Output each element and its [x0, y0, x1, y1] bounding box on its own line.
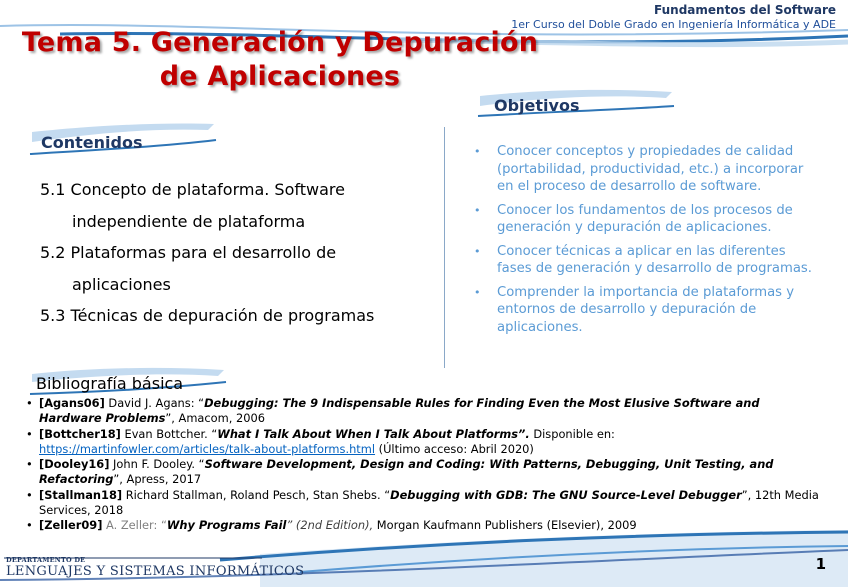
bib-authors: David J. Agans: “ [104, 396, 205, 410]
bib-rest: ”, Amacom, 2006 [165, 411, 265, 426]
department-label: DEPARTAMENTO DE [6, 556, 86, 564]
department-name: LENGUAJES Y SISTEMAS INFORMÁTICOS [6, 564, 305, 579]
contents-list [40, 174, 440, 332]
bib-title: Why Programs Fail [166, 518, 287, 533]
column-divider [444, 127, 445, 368]
bib-rest: Disponible en: [529, 426, 615, 441]
bib-authors: Evan Bottcher. “ [120, 426, 218, 441]
bib-authors: John F. Dooley. “ [109, 457, 205, 472]
slide-title [0, 26, 560, 94]
contents-item-5-2: 5.2 Plataformas para el desarrollo de [40, 243, 337, 262]
slide-title-line2: de Aplicaciones [159, 61, 401, 92]
bib-ref: [Stallman18] [39, 487, 123, 502]
bib-rest: ”, 12th Media Services, 2018 [39, 487, 819, 518]
bib-ref: [Agans06] [39, 396, 105, 410]
bib-rest2: (Último acceso: Abril 2020) [375, 441, 534, 456]
bib-title: Software Development, Design and Coding: With Patterns, Debugging, Unit Testing, and Refactoring [39, 457, 774, 487]
bib-ref: [Zeller09] [39, 518, 103, 533]
slide-title-line1: Tema 5. Generación y Depuración [21, 27, 539, 58]
bibliography-list [23, 396, 823, 534]
bibliography-label: Bibliografía básica [36, 374, 184, 393]
objectives-list [470, 143, 820, 342]
degree-name: 1er Curso del Doble Grado en Ingeniería Informática y ADE [511, 18, 836, 31]
course-name: Fundamentos del Software [654, 3, 836, 17]
objective-item: • Conocer conceptos y propiedades de calidad (portabilidad, productividad, etc.) a incorporar en el proceso de desarrollo de software. [470, 143, 820, 196]
bibliography-item [23, 396, 823, 427]
bib-title: What I Talk About When I Talk About Platforms”. [217, 426, 530, 441]
page-number: 1 [815, 555, 826, 573]
bib-rest: ” (2nd Edition), [286, 518, 374, 533]
bib-link[interactable]: https://martinfowler.com/articles/talk-about-platforms.html [39, 441, 376, 456]
contents-item-5-3: 5.3 Técnicas de depuración de programas [40, 306, 375, 325]
bib-rest2: Morgan Kaufmann Publishers (Elsevier), 2009 [373, 518, 637, 533]
bib-authors: Richard Stallman, Roland Pesch, Stan Shebs. “ [122, 487, 391, 502]
bib-authors: A. Zeller: “ [102, 518, 167, 533]
objective-item: • Conocer los fundamentos de los procesos de generación y depuración de aplicaciones. [470, 202, 820, 237]
bib-ref: [Bottcher18] [39, 426, 121, 441]
objectives-label: Objetivos [494, 96, 580, 115]
bib-ref: [Dooley16] [39, 457, 110, 472]
bibliography-item [23, 457, 823, 488]
contents-item-5-1: 5.1 Concepto de plataforma. Software [40, 180, 345, 199]
bib-title: Debugging with GDB: The GNU Source-Level Debugger [390, 487, 742, 502]
department-footer [6, 556, 304, 579]
contents-item-5-2-cont: aplicaciones [72, 274, 171, 294]
contents-label: Contenidos [41, 133, 143, 152]
objective-item: • Comprender la importancia de plataformas y entornos de desarrollo y depuración de aplicaciones. [470, 284, 820, 337]
contents-item-5-1-cont: independiente de plataforma [72, 211, 306, 231]
bib-rest: ”, Apress, 2017 [113, 472, 202, 487]
bibliography-item [23, 488, 823, 519]
objective-item: • Conocer técnicas a aplicar en las diferentes fases de generación y desarrollo de programas. [470, 243, 820, 278]
bibliography-item [23, 427, 823, 458]
bib-title: Debugging: The 9 Indispensable Rules for Finding Even the Most Elusive Software and Hardware Problems [39, 396, 760, 426]
